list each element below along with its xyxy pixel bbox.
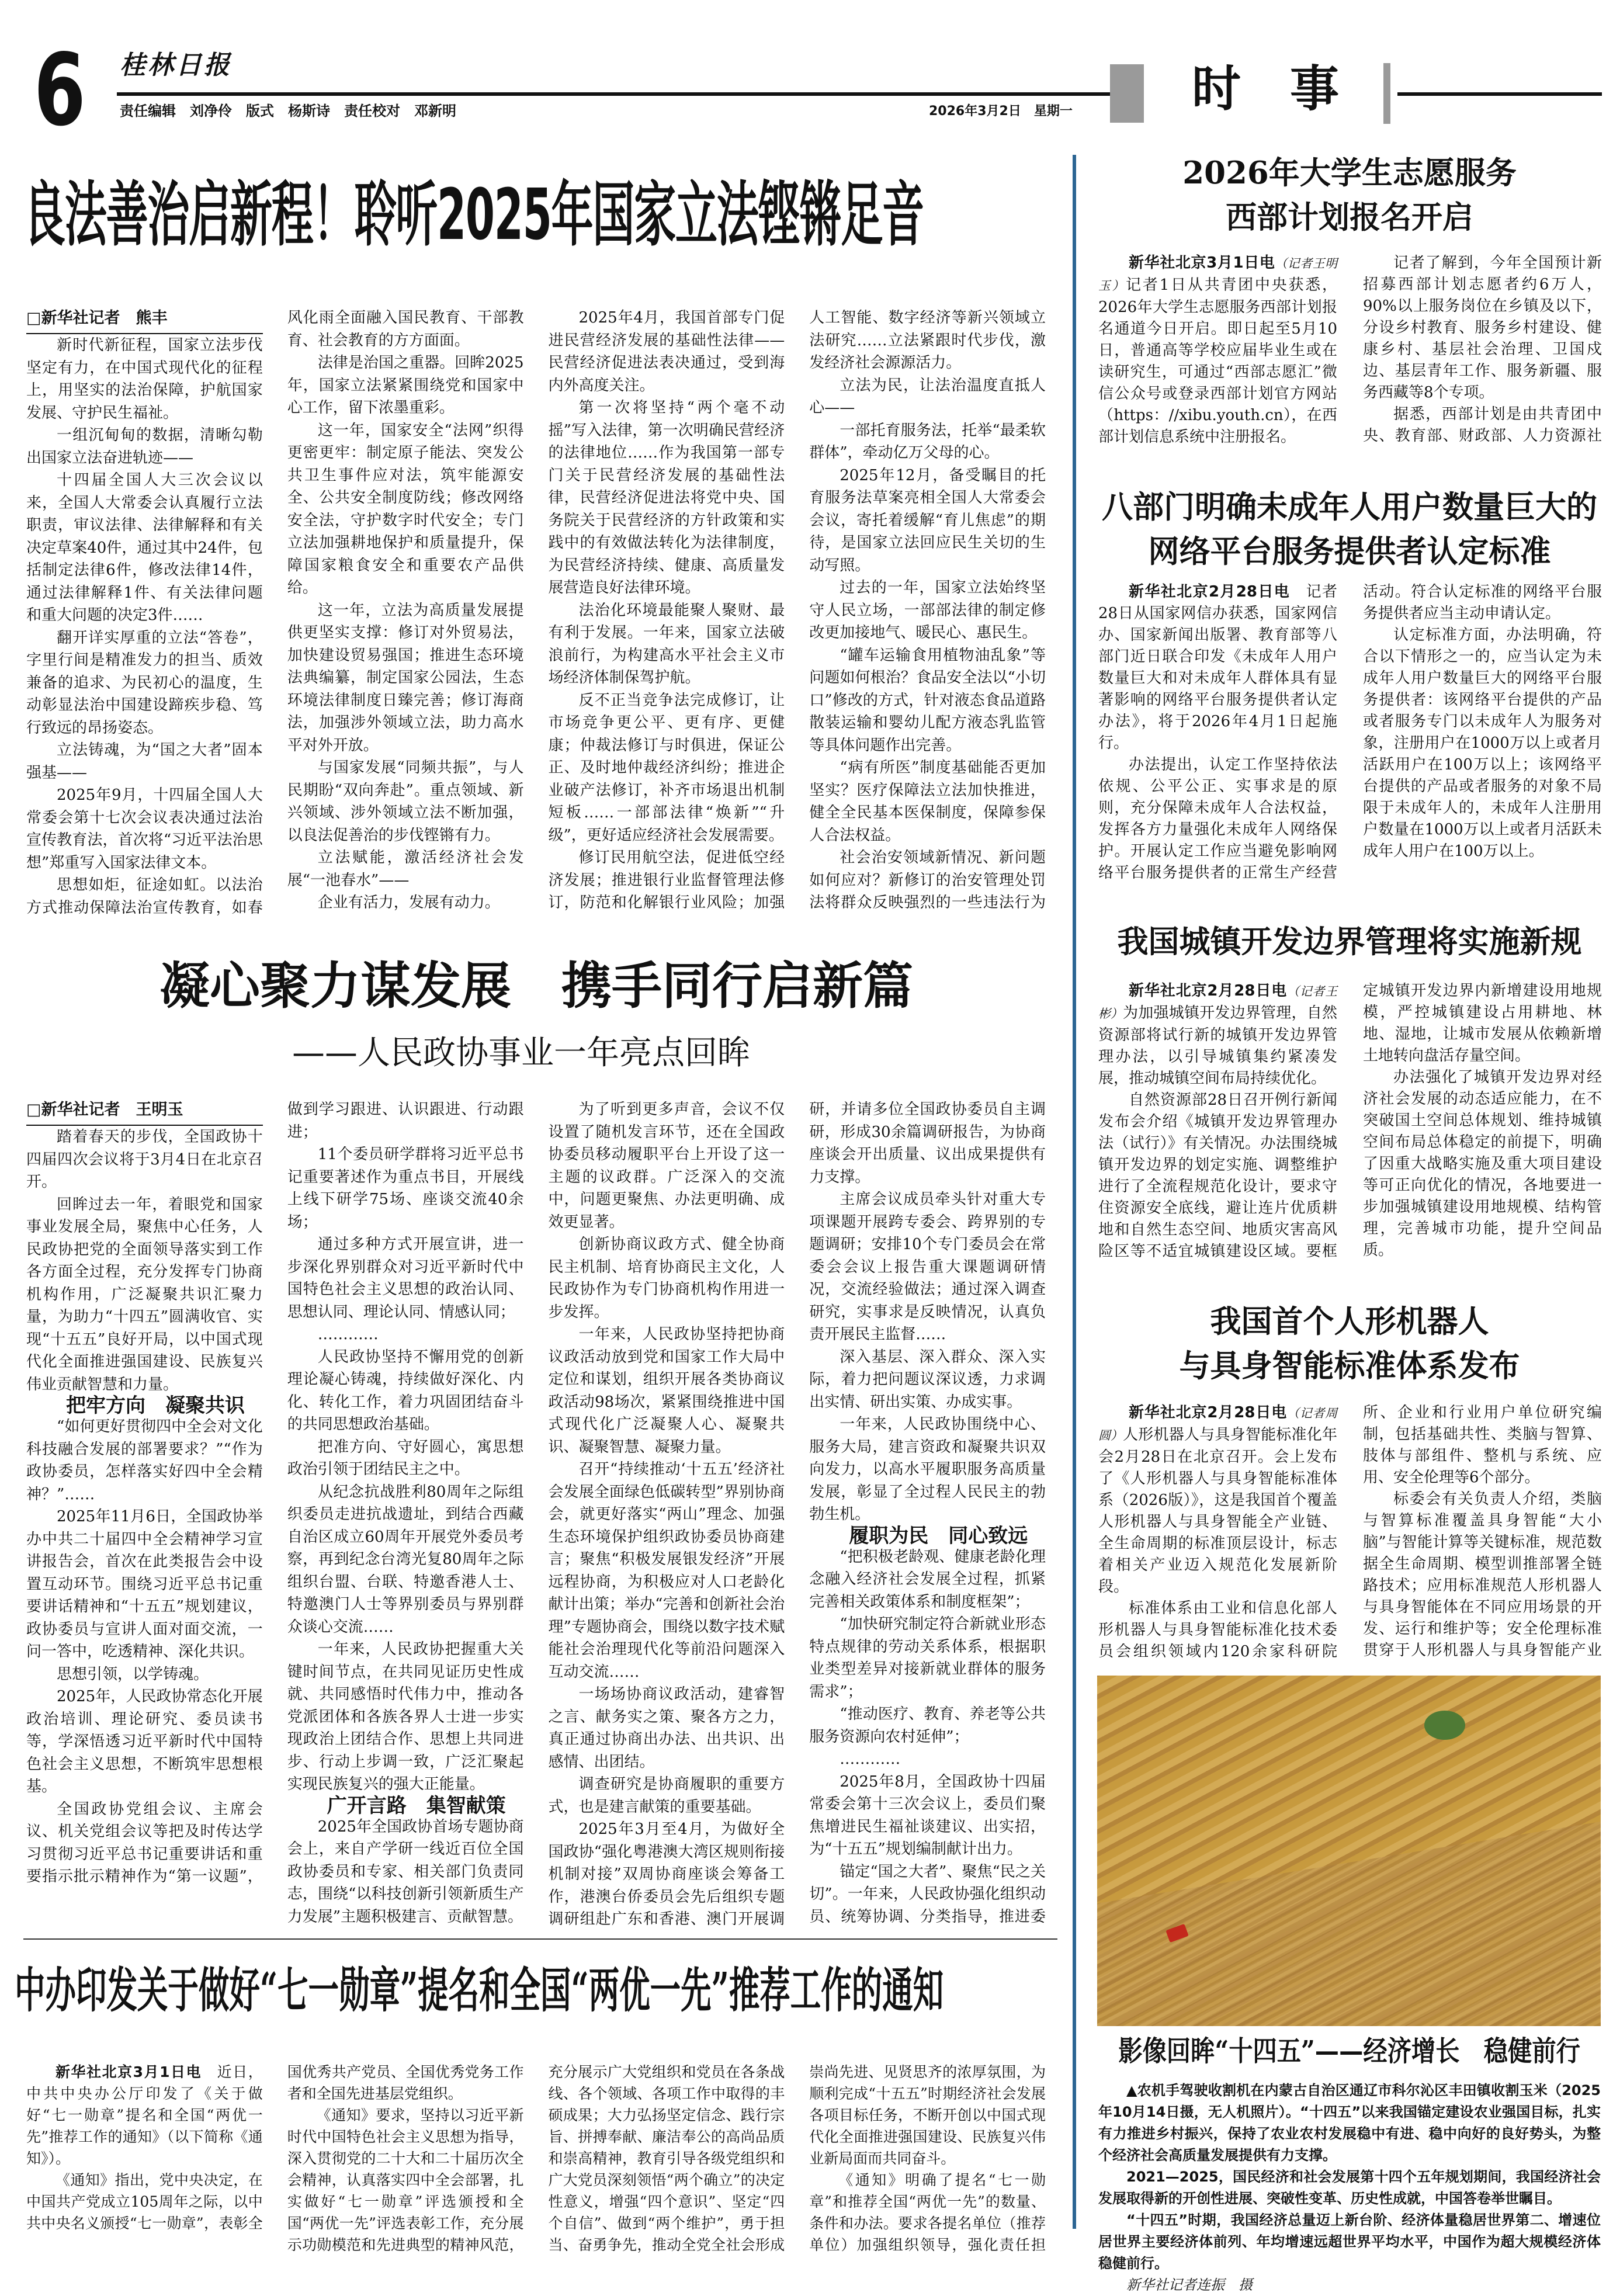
paragraph: 2025年4月，我国首部专门促进民营经济发展的基础性法律——民营经济促进法表决通过，受到海内外高度关注。 xyxy=(548,309,785,394)
section-bar-right xyxy=(1383,63,1390,124)
paragraph: 反不正当竞争法完成修订，让市场竞争更公平、更有序、更健康；仲裁法修订与时俱进，保证公正、及时地仲裁经济纠纷；推进企业破产法修订，补齐市场退出机制短板……一部部法律“焕新”“升级”，更好适应经济社会发展需要。 xyxy=(548,691,785,844)
notice-article-body xyxy=(26,2061,1046,2260)
paragraph: 标委会有关负责人介绍，类脑与智算标准覆盖具身智能“大小脑”与智能计算等关键标准，规范数据全生命周期、模型训推部署全链路技术；应用标准规范人形机器人与具身智能体在不同应用场景的开发、运行和维护等；安全伦理标准贯穿于人形机器人与具身智能产业 xyxy=(1363,1490,1602,1659)
lead-paragraph xyxy=(1098,980,1337,1090)
section-title: 时 事 xyxy=(1192,60,1340,117)
paragraph: “加快研究制定符合新就业形态特点规律的劳动关系体系，根据职业类型差异对接新就业群体的服务需求”； xyxy=(809,1615,1046,1701)
photo-caption-title: 影像回眸“十四五”——经济增长 稳健前行 xyxy=(1118,2035,1581,2068)
paragraph: 思想如炬，征途如虹。以法治方式推动保障法治宣传教育，如春风化雨全面融入国民教育、干部教育、社会教育的方方面面。 xyxy=(26,309,524,917)
paragraph: 一年来，人民政协坚持把协商议政活动放到党和国家工作大局中定位和谋划，组织开展各类协商议政活动98场次，紧紧围绕推进中国式现代化广泛凝聚人心、凝聚共识、凝聚智慧、凝聚力量。 xyxy=(548,1326,785,1456)
paragraph: 为了听到更多声音，会议不仅设置了随机发言环节，还在全国政协委员移动履职平台上开设了这一主题的议政群。广泛深入的交流中，问题更聚焦、办法更明确、成效更显著。 xyxy=(548,1101,785,1231)
paragraph: 创新协商议政方式、健全协商民主机制、培育协商民主文化，人民政协作为专门协商机构作用进一步发挥。 xyxy=(548,1236,785,1321)
paragraph: 一组沉甸甸的数据，清晰勾勒出国家立法奋进轨迹—— xyxy=(26,426,263,467)
paragraph: 思想引领，以学铸魂。 xyxy=(57,1665,209,1683)
lead-paragraph xyxy=(1098,252,1337,448)
lead-text: 近日，中共中央办公厅印发了《关于做好“七一勋章”提名和全国“两优一先”推荐工作的通知》（以下简称《通知》）。 xyxy=(26,2063,263,2167)
paragraph: 修订民用航空法，促进低空经济发展；推进银行业监督管理法修订，防范和化解银行业风险；加强人工智能、数字经济等新兴领域立法研究……立法紧跟时代步伐，激发经济社会源源活力。 xyxy=(548,309,1046,911)
harvest-photo xyxy=(1097,1676,1601,2026)
paragraph: 《通知》要求，坚持以习近平新时代中国特色社会主义思想为指导，深入贯彻党的二十大和二十届历次全会精神，认真落实四中全会部署，扎实做好“七一勋章”评选颁授和全国“两优一先”评选表彰工作，充分展示功勋模范和先进典型的精神风范，充分展示广大党组织和党员在各条战线、各个领域、各项工作中取得的丰硕成果；大力弘扬坚定信念、践行宗旨、拼搏奉献、廉洁奉公的高尚品质和崇高精神，教育引导各级党组织和广大党员深刻领悟“两个确立”的决定性意义，增强“四个意识”、坚定“四个自信”、做到“两个维护”，勇于担当、奋勇争先，推动全党全社会形成崇尚先进、见贤思齐的浓厚氛围，为顺利完成“十五五”时期经济社会发展各项目标任务，不断开创以中国式现代化全面推进强国建设、民族复兴伟业新局面而共同奋斗。 xyxy=(287,2063,1046,2253)
paragraph: 回眸过去一年，着眼党和国家事业发展全局，聚焦中心任务，人民政协把党的全面领导落实到工作各方面全过程，充分发挥专门协商机构作用，广泛凝聚共识汇聚力量，为助力“十四五”圆满收官、实现“十五五”良好开局，以中国式现代化全面推进强国建设、民族复兴伟业贡献智慧和力量。 xyxy=(26,1195,263,1393)
subheading: 广开言路 集智献策 xyxy=(327,1794,506,1818)
tree xyxy=(1424,1711,1465,1740)
caption-paragraph: “十四五”时期，我国经济总量迈上新台阶、经济体量稳居世界第二、增速位居世界主要经济体前列、年均增速远超世界平均水平，中国作为超大规模经济体稳健前行。 xyxy=(1098,2212,1601,2271)
lead-paragraph xyxy=(1098,1402,1337,1598)
paragraph: 标准体系由工业和信息化部人形机器人与具身智能标准化技术委员会组织领域内120余家科研院所、企业和行业用户单位研究编制，包括基础共性、类脑与智算、肢体与部组件、整机与系统、应用、安全伦理等6个部分。 xyxy=(1098,1404,1602,1660)
paragraph: 一年来，人民政协围绕中心、服务大局，建言资政和凝聚共识双向发力，以高水平履职服务高质量发展，彰显了全过程人民民主的勃勃生机。 xyxy=(809,1416,1046,1523)
paragraph: 自然资源部28日召开例行新闻发布会介绍《城镇开发边界管理办法（试行）》有关情况。办法围绕城镇开发边界的划定实施、调整维护进行了全流程规范化设计，要求守住资源安全底线，避让连片优质耕地和自然生态空间、地质灾害高风险区等不适宜城镇建设区域。要框定城镇开发边界内新增建设用地规模，严控城镇建设占用耕地、林地、湿地，让城市发展从依赖新增土地转向盘活存量空间。 xyxy=(1098,982,1602,1260)
paragraph: 法律是治国之重器。回眸2025年，国家立法紧紧围绕党和国家中心工作，留下浓墨重彩。 xyxy=(287,354,524,417)
notice-article-title: 中办印发关于做好“七一勋章”提名和全国“两优一先”推荐工作的通知 xyxy=(15,1962,944,2018)
dateline: 新华社北京3月1日电 xyxy=(1129,254,1275,272)
section-rule xyxy=(23,1938,1057,1940)
photo-credit: 新华社记者连振 摄 xyxy=(1126,2277,1253,2293)
paragraph: 把准方向、守好圆心，寓思想政治引领于团结民主之中。 xyxy=(287,1438,524,1478)
paragraph: 认定标准方面，办法明确，符合以下情形之一的，应当认定为未成年人用户数量巨大的网络平台服务提供者：该网络平台提供的产品或者服务专门以未成年人为服务对象，注册用户在1000万以上或者月活跃用户在100万以上；该网络平台提供的产品或者服务的对象不局限于未成年人的，未成年人注册用户数量在1000万以上或者月活跃未成年人用户在100万以上。 xyxy=(1363,626,1602,860)
paragraph: 一场场协商议政活动，建睿智之言、献务实之策、聚各方之力，真正通过协商出办法、出共识、出感情、出团结。 xyxy=(548,1685,785,1771)
paragraph: 与国家发展“同频共振”，与人民期盼“双向奔赴”。重点领域、新兴领域、涉外领域立法不断加强，以良法促善治的步伐铿锵有力。 xyxy=(287,759,524,844)
subheading: 履职为民 同心致远 xyxy=(849,1524,1028,1548)
paragraph: 翻开详实厚重的立法“答卷”，字里行间是精准发力的担当、质效兼备的追求、为民初心的温度，生动彰显法治中国建设蹄疾步稳、笃行致远的昂扬姿态。 xyxy=(26,629,263,737)
byline: □新华社记者 王明玉 xyxy=(26,1098,263,1126)
paragraph: 2025年8月，全国政协十四届常委会第十三次会议上，委员们聚焦增进民生福祉谈建议、出实招，为“十五五”规划编制献计出力。 xyxy=(809,1773,1046,1858)
lead-paragraph xyxy=(26,2061,263,2169)
paragraph: ………… xyxy=(840,1750,901,1768)
paragraph: 2025年全国政协首场专题协商会上，来自产学研一线近百位全国政协委员和专家、相关部门负责同志，围绕“以科技创新引领新质生产力发展”主题积极建言、贡献智慧。 xyxy=(287,1818,524,1926)
paragraph: 立法赋能，激活经济社会发展“一池春水”—— xyxy=(287,849,524,889)
photo-caption xyxy=(1098,2080,1601,2296)
paragraph: “推动医疗、教育、养老等公共服务资源向农村延伸”； xyxy=(809,1705,1046,1746)
paragraph: 2025年，人民政协常态化开展政治培训、理论研究、委员读书等，学深悟透习近平新时代中国特色社会主义思想，不断筑牢思想根基。 xyxy=(26,1688,263,1795)
reporter: （记者王彬） xyxy=(1098,984,1338,1021)
dateline: 新华社北京3月1日电 xyxy=(55,2063,202,2080)
paragraph: 2025年12月，备受瞩目的托育服务法草案亮相全国人大常委会会议，寄托着缓解“育儿焦虑”的期待，是国家立法回应民生关切的生动写照。 xyxy=(809,466,1046,574)
sidebar-body-robot xyxy=(1098,1402,1602,1665)
dateline: 新华社北京2月28日电 xyxy=(1129,982,1288,1000)
photo-caption-title-wrap xyxy=(1095,2033,1604,2070)
sidebar-title-volunteer: 2026年大学生志愿服务 西部计划报名开启 xyxy=(1182,155,1517,235)
lead-text: 记者1日从共青团中央获悉，2026年大学生志愿服务西部计划报名通道今日开启。即日起至5月10日，普通高等学校应届毕业生或在读研究生，可通过“西部志愿汇”微信公众号或登录西部计划官方网站（https：//xibu.youth.cn），在西部计划信息系统中注册报名。 xyxy=(1098,276,1338,446)
dateline: 新华社北京2月28日电 xyxy=(1129,1404,1288,1421)
paragraph: 一年来，人民政协把握重大关键时间节点，在共同见证历史性成就、共同感悟时代伟力中，推动各党派团体和各族各界人士进一步实现政治上团结合作、思想上共同进步、行动上步调一致，广泛汇聚起实现民族复兴的强大正能量。 xyxy=(287,1641,524,1793)
reporter: （记者王明玉） xyxy=(1098,256,1338,293)
paragraph: 2025年9月，十四届全国人大常委会第十七次会议表决通过法治宣传教育法，首次将“习近平法治思想”郑重写入国家法律文本。 xyxy=(26,786,263,872)
lead-text: 人形机器人与具身智能标准化年会2月28日在北京召开。会上发布了《人形机器人与具身智能标准体系（2026版）》，这是我国首个覆盖人形机器人与具身智能全产业链、全生命周期的标准顶层设计，标志着相关产业迈入规范化发展新阶段。 xyxy=(1098,1426,1337,1596)
paragraph: 召开“持续推动‘十五五’经济社会发展全面绿色低碳转型”界别协商会，就更好落实“两山”理念、加强生态环境保护组织政协委员协商建言；聚焦“积极发展银发经济”开展远程协商，为积极应对人口老龄化献计出策；举办“完善和创新社会治理”专题协商会，围绕以数字技术赋能社会治理现代化等前沿问题深入互动交流…… xyxy=(548,1461,785,1681)
subheading: 把牢方向 凝聚共识 xyxy=(66,1394,245,1417)
page-number: 6 xyxy=(34,33,86,148)
paragraph: “如何更好贯彻四中全会对文化科技融合发展的部署要求？”“作为政协委员，怎样落实好四中全会精神？”…… xyxy=(26,1418,263,1503)
paragraph: 踏着春天的步伐，全国政协十四届四次会议将于3月4日在北京召开。 xyxy=(26,1128,263,1191)
header-rule-right xyxy=(1397,92,1602,96)
caption-paragraph: ▲农机手驾驶收割机在内蒙古自治区通辽市科尔沁区丰田镇收割玉米（2025年10月14日摄，无人机照片）。“十四五”以来我国锚定建设农业强国目标，扎实有力推进乡村振兴，保持了农业农村发展稳中有进、稳中向好的良好势头，为整个经济社会高质量发展提供有力支撑。 xyxy=(1098,2082,1601,2163)
sidebar-title-robot: 我国首个人形机器人 与具身智能标准体系发布 xyxy=(1179,1303,1520,1384)
sidebar-title-minors: 八部门明确未成年人用户数量巨大的 网络平台服务提供者认定标准 xyxy=(1102,489,1597,570)
paragraph: 主席会议成员牵头针对重大专项课题开展跨专委会、跨界别的专题调研；安排10个专门委员会在常委会会议上报告重大课题调研情况，交流经验做法；通过深入调查研究，实事求是反映情况，认真负责开展民主监督…… xyxy=(809,1191,1046,1343)
byline: □新华社记者 熊丰 xyxy=(26,307,263,334)
sidebar-body-urban xyxy=(1098,980,1602,1272)
lead-text: 记者28日从国家网信办获悉，国家网信办、国家新闻出版署、教育部等八部门近日联合印发《未成年人用户数量巨大和对未成年人群体具有显著影响的网络平台服务提供者认定办法》，将于2026年4月1日起施行。 xyxy=(1098,583,1337,752)
cppcc-article-subtitle: ——人民政协事业一年亮点回眸 xyxy=(292,1034,750,1072)
newspaper-masthead: 桂林日报 xyxy=(120,50,232,80)
lead-headline: 良法善治启新程！聆听2025年国家立法铿锵足音 xyxy=(23,175,924,256)
paragraph: 调查研究是协商履职的重要方式，也是建言献策的重要基础。 xyxy=(548,1775,785,1816)
cppcc-article-body xyxy=(26,1098,1046,1931)
sidebar-body-minors xyxy=(1098,581,1602,885)
paragraph: 立法铸魂，为“国之大者”固本强基—— xyxy=(26,741,263,782)
paragraph: “罐车运输食用植物油乱象”等问题如何根治？食品安全法以“小切口”修改的方式，针对液态食品道路散装运输和婴幼儿配方液态乳监管等具体问题作出完善。 xyxy=(809,646,1046,754)
paragraph: 这一年，国家安全“法网”织得更密更牢：制定原子能法、突发公共卫生事件应对法，筑牢能源安全、公共安全制度防线；修改网络安全法，守护数字时代安全；专门立法加强耕地保护和质量提升，保障国家粮食安全和重要农产品供给。 xyxy=(287,421,524,596)
paragraph: 办法强化了城镇开发边界对经济社会发展的动态适应能力，在不突破国土空间总体规划、维持城镇空间布局总体稳定的前提下，明确了因重大战略实施及重大项目建设等可正向优化的情况，各地要进一步加强城镇建设用地规模、结构管理，完善城市功能，提升空间品质。 xyxy=(1363,1069,1602,1259)
paragraph: 2025年3月至4月，为做好全国政协“强化粤港澳大湾区规则衔接机制对接”双周协商座谈会筹备工作，港澳台侨委员会先后组织专题调研组赴广东和香港、澳门开展调研，并请多位全国政协委员自主调研，形成30余篇调研报告，为协商座谈会开出质量、议出成果提供有力支撑。 xyxy=(548,1101,1046,1928)
paragraph: 2025年11月6日，全国政协举办中共二十届四中全会精神学习宣讲报告会，首次在此类报告会中设置互动环节。围绕习近平总书记重要讲话精神和“十五五”规划建议，政协委员与宣讲人面对面交流，一问一答中，吃透精神、深化共识。 xyxy=(26,1508,263,1660)
column-divider xyxy=(1073,155,1076,2229)
paragraph: 通过多种方式开展宣讲，进一步深化界别群众对习近平新时代中国特色社会主义思想的政治认同、思想认同、理论认同、情感认同； xyxy=(287,1236,524,1321)
paragraph: 人民政协坚持不懈用党的创新理论凝心铸魂，持续做好深化、内化、转化工作，着力巩固团结奋斗的共同思想政治基础。 xyxy=(287,1348,524,1433)
paragraph: “把积极老龄观、健康老龄化理念融入经济社会发展全过程，抓紧完善相关政策体系和制度框架”； xyxy=(809,1548,1046,1611)
paragraph: 法治化环境最能聚人聚财、最有利于发展。一年来，国家立法破浪前行，为构建高水平社会主义市场经济体制保驾护航。 xyxy=(548,601,785,686)
paragraph: 记者了解到，今年全国预计新招募西部计划志愿者约6万人，90%以上服务岗位在乡镇及以下，分设乡村教育、服务乡村建设、健康乡村、基层社会治理、卫国戍边、基层青年工作、服务新疆、服务西藏等8个专项。 xyxy=(1363,254,1602,401)
sidebar-title-urban: 我国城镇开发边界管理将实施新规 xyxy=(1117,924,1582,960)
lead-text: 为加强城镇开发边界管理，自然资源部将试行新的城镇开发边界管理办法，以引导城镇集约紧凑发展，推动城镇空间布局持续优化。 xyxy=(1098,1004,1337,1087)
sidebar-body-volunteer xyxy=(1098,252,1602,457)
paragraph: 第一次将坚持“两个毫不动摇”写入法律，第一次明确民营经济的法律地位……作为我国第一部专门关于民营经济发展的基础性法律，民营经济促进法将党中央、国务院关于民营经济的方针政策和实践中的有效做法转化为法律制度，为民营经济持续、健康、高质量发展营造良好法律环境。 xyxy=(548,399,785,596)
lead-paragraph xyxy=(1098,581,1337,754)
dateline: 新华社北京2月28日电 xyxy=(1129,583,1291,601)
paragraph: 企业有活力，发展有动力。 xyxy=(317,894,500,911)
paragraph: 一部托育服务法，托举“最柔软群体”，牵动亿万父母的心。 xyxy=(809,421,1046,462)
paragraph: ………… xyxy=(317,1326,379,1343)
reporter: （记者周圆） xyxy=(1098,1406,1338,1442)
paragraph: 《通知》明确了提名“七一勋章”和推荐全国“两优一先”的数量、条件和办法。要求各提名单位（推荐单位）加强组织领导，强化责任担 xyxy=(809,2172,1046,2253)
paragraph: 十四届全国人大三次会议以来，全国人大常委会认真履行立法职责，审议法律、法律解释和有关决定草案40件，通过其中24件，包括制定法律6件，修改法律14件，通过法律解释1件、有关法律问题和重大问题的决定3件…… xyxy=(26,471,263,624)
section-bar-left xyxy=(1110,64,1144,123)
paragraph: 《通知》指出，党中央决定，在中国共产党成立105周年之际，以中共中央名义颁授“七一勋章”，表彰全国优秀共产党员、全国优秀党务工作者和全国先进基层党组织。 xyxy=(26,2063,524,2232)
paragraph: 新时代新征程，国家立法步伐坚定有力，在中国式现代化的征程上，用坚实的法治保障，护航国家发展、守护民生福祉。 xyxy=(26,337,263,422)
harvested-strip xyxy=(1097,1822,1601,2026)
issue-date: 2026年3月2日 星期一 xyxy=(929,104,1073,119)
paragraph: “病有所医”制度基础能否更加坚实？医疗保障法立法加快推进，健全全民基本医保制度，保障参保人合法权益。 xyxy=(809,759,1046,844)
header-rule xyxy=(117,92,1110,96)
cppcc-article-title: 凝心聚力谋发展 携手同行启新篇 xyxy=(159,956,913,1015)
paragraph: 立法为民，让法治温度直抵人心—— xyxy=(809,376,1046,417)
editor-credits: 责任编辑 刘净伶 版式 杨斯诗 责任校对 邓新明 xyxy=(120,103,456,119)
paragraph: 11个委员研学群将习近平总书记重要著述作为重点书目，开展线上线下研学75场、座谈交流40余场； xyxy=(287,1146,524,1231)
lead-article-body xyxy=(26,307,1046,929)
paragraph: 办法提出，认定工作坚持依法依规、公平公正、实事求是的原则，充分保障未成年人合法权益，发挥各方力量强化未成年人网络保护。开展认定工作应当避免影响网络平台服务提供者的正常生产经营活动。符合认定标准的网络平台服务提供者应当主动申请认定。 xyxy=(1098,583,1602,882)
paragraph: 过去的一年，国家立法始终坚守人民立场，一部部法律的制定修改更加接地气、暖民心、惠民生。 xyxy=(809,579,1046,641)
paragraph: 深入基层、深入群众、深入实际，着力把问题议深议透，力求调出实情、研出实策、办成实事。 xyxy=(809,1348,1046,1411)
paragraph: 锚定“国之大者”、聚焦“民之关切”。一年来，人民政协强化组织动员、统筹协调、分类指导，推进委 xyxy=(809,1863,1046,1926)
paragraph: 这一年，立法为高质量发展提供更坚实支撑：修订对外贸易法，加快建设贸易强国；推进生态环境法典编纂，制定国家公园法，生态环境法律制度日臻完善；修订海商法，加强涉外领域立法，助力高水平对外开放。 xyxy=(287,601,524,754)
paragraph: 全国政协党组会议、主席会议、机关党组会议等把及时传达学习贯彻习近平总书记重要讲话和重要指示批示精神作为“第一议题”，做到学习跟进、认识跟进、行动跟进； xyxy=(26,1101,524,1885)
paragraph: 从纪念抗战胜利80周年之际组织委员走进抗战遗址，到结合西藏自治区成立60周年开展党外委员考察，再到纪念台湾光复80周年之际组织台盟、台联、特邀香港人士、特邀澳门人士等界别委员与界别群众谈心交流…… xyxy=(287,1483,524,1636)
caption-paragraph: 2021—2025，国民经济和社会发展第十四个五年规划期间，我国经济社会发展取得新的开创性进展、突破性变革、历史性成就，中国答卷举世瞩目。 xyxy=(1098,2169,1601,2207)
paragraph: 社会治安领域新情况、新问题如何应对？新修订的治安管理处罚法将群众反映强烈的一些违法行为 xyxy=(809,849,1046,911)
paragraph: 据悉，西部计划是由共青团中央、教育部、财政部、人力资源社 xyxy=(1363,405,1602,445)
